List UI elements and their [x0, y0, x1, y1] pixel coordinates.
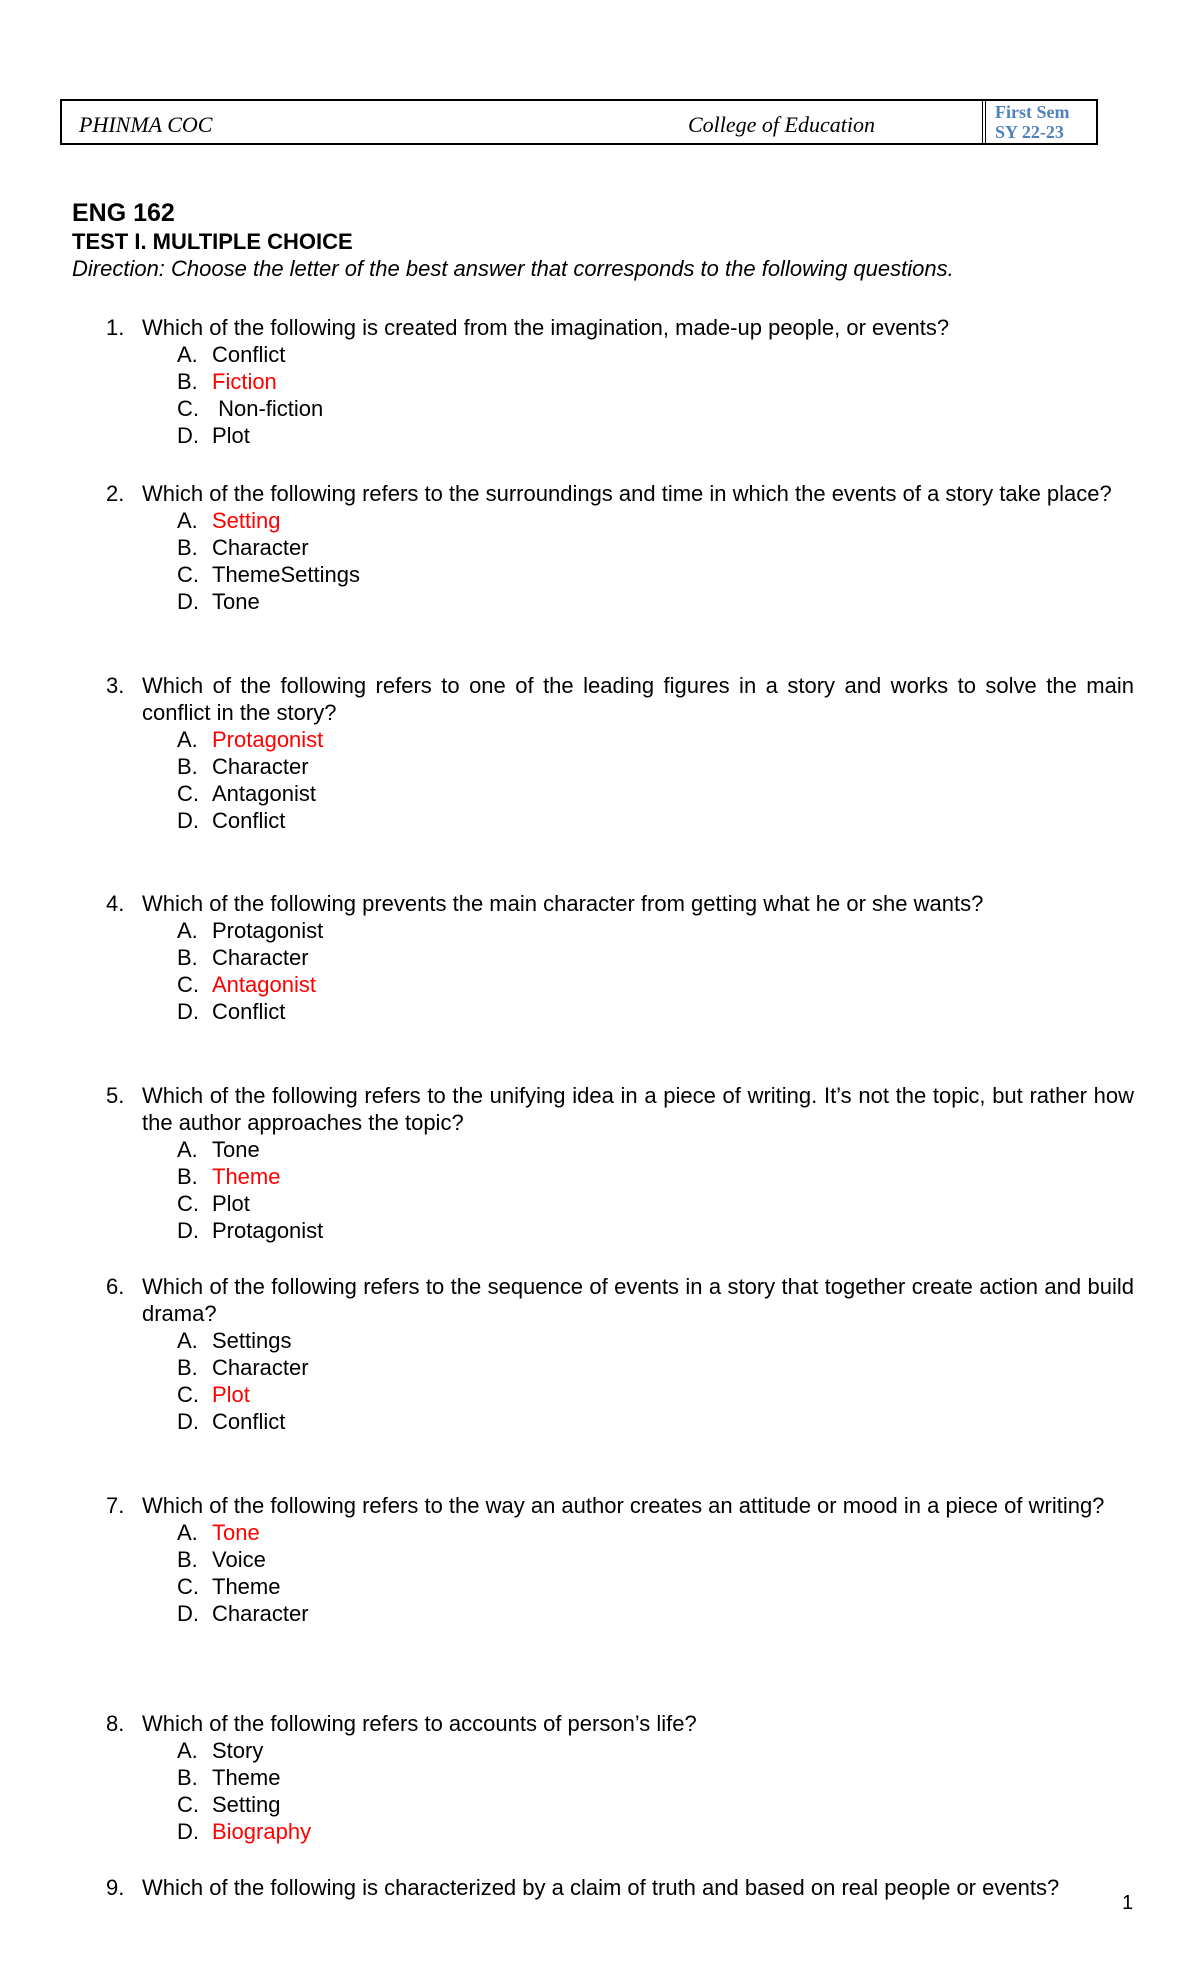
option-c: [0, 1381, 1200, 1408]
option-letter: B.: [177, 1355, 198, 1380]
option-list: [0, 1327, 1200, 1435]
option-d: [0, 998, 1200, 1025]
question-3: [0, 672, 1200, 834]
question-text: Which of the following refers to the way an author creates an attitude or mood in a piece of writing?: [142, 1493, 1105, 1518]
option-letter: B.: [177, 369, 198, 394]
option-text: ThemeSettings: [212, 562, 360, 587]
option-text: Protagonist: [212, 727, 324, 752]
term-box: [982, 99, 1100, 145]
option-c: [0, 1190, 1200, 1217]
option-list: [0, 726, 1200, 834]
option-letter: B.: [177, 945, 198, 970]
option-a: [0, 1327, 1200, 1354]
option-b: [0, 1163, 1200, 1190]
option-b: [0, 1546, 1200, 1573]
option-b: [0, 944, 1200, 971]
course-code: ENG 162: [72, 199, 175, 227]
option-text: Antagonist: [212, 972, 316, 997]
option-c: [0, 1573, 1200, 1600]
option-letter: D.: [177, 1819, 199, 1844]
question-text: Which of the following refers to the unifying idea in a piece of writing. It’s not the topic, but rather how the author approaches the topic?: [142, 1083, 1134, 1135]
option-list: [0, 1136, 1200, 1244]
option-a: [0, 726, 1200, 753]
option-text: Protagonist: [212, 918, 324, 943]
option-text: Tone: [212, 1137, 260, 1162]
option-text: Setting: [212, 1792, 281, 1817]
option-d: [0, 422, 1200, 449]
question-6: [0, 1273, 1200, 1435]
option-text: Fiction: [212, 369, 277, 394]
option-b: [0, 368, 1200, 395]
option-c: [0, 561, 1200, 588]
option-text: Story: [212, 1738, 264, 1763]
option-list: [0, 507, 1200, 615]
option-b: [0, 1354, 1200, 1381]
option-letter: C.: [177, 781, 199, 806]
option-a: [0, 917, 1200, 944]
option-letter: A.: [177, 727, 198, 752]
test-title: TEST I. MULTIPLE CHOICE: [72, 229, 353, 254]
question-number: 1.: [106, 315, 125, 340]
question-text: Which of the following refers to the sequence of events in a story that together create action and build drama?: [142, 1274, 1134, 1326]
option-letter: D.: [177, 1409, 199, 1434]
option-letter: A.: [177, 1520, 198, 1545]
option-letter: B.: [177, 1547, 198, 1572]
question-8: [0, 1710, 1200, 1845]
option-letter: D.: [177, 999, 199, 1024]
question-text: Which of the following is characterized by a claim of truth and based on real people or events?: [142, 1875, 1060, 1900]
question-9: [0, 1874, 1200, 1901]
option-c: [0, 971, 1200, 998]
option-letter: C.: [177, 1382, 199, 1407]
option-letter: A.: [177, 508, 198, 533]
option-text: Theme: [212, 1164, 281, 1189]
option-text: Voice: [212, 1547, 266, 1572]
question-number: 8.: [106, 1711, 125, 1736]
option-text: Plot: [212, 1382, 250, 1407]
option-letter: D.: [177, 589, 199, 614]
option-b: [0, 1764, 1200, 1791]
option-list: [0, 341, 1200, 449]
college-name: College of Education: [688, 112, 875, 137]
option-d: [0, 1600, 1200, 1627]
question-number: 5.: [106, 1083, 125, 1108]
option-b: [0, 753, 1200, 780]
page-number: 1: [1122, 1892, 1134, 1914]
option-text: Character: [212, 1601, 309, 1626]
option-letter: A.: [177, 342, 198, 367]
question-text: Which of the following is created from the imagination, made-up people, or events?: [142, 315, 950, 340]
question-number: 9.: [106, 1875, 125, 1900]
option-text: Character: [212, 945, 309, 970]
option-text: Theme: [212, 1574, 281, 1599]
option-text: Tone: [212, 1520, 260, 1545]
option-text: Conflict: [212, 808, 286, 833]
option-c: [0, 395, 1200, 422]
option-a: [0, 1519, 1200, 1546]
option-text: Character: [212, 535, 309, 560]
option-text: Conflict: [212, 1409, 286, 1434]
option-letter: C.: [177, 1191, 199, 1216]
option-letter: A.: [177, 1328, 198, 1353]
direction-text: Direction: Choose the letter of the best answer that corresponds to the following questions.: [72, 256, 954, 281]
question-5: [0, 1082, 1200, 1244]
option-list: [0, 917, 1200, 1025]
page-header: [60, 99, 1098, 145]
option-d: [0, 1408, 1200, 1435]
option-letter: A.: [177, 1738, 198, 1763]
option-letter: D.: [177, 423, 199, 448]
option-d: [0, 1818, 1200, 1845]
option-text: Plot: [212, 423, 250, 448]
option-letter: C.: [177, 396, 199, 421]
question-number: 4.: [106, 891, 125, 916]
option-text: Settings: [212, 1328, 292, 1353]
question-number: 3.: [106, 673, 125, 698]
semester-label: First Sem: [995, 102, 1070, 122]
option-text: Setting: [212, 508, 281, 533]
option-d: [0, 807, 1200, 834]
option-letter: D.: [177, 808, 199, 833]
option-text: Conflict: [212, 999, 286, 1024]
option-letter: A.: [177, 1137, 198, 1162]
option-letter: B.: [177, 1765, 198, 1790]
option-a: [0, 1136, 1200, 1163]
option-letter: C.: [177, 972, 199, 997]
option-letter: B.: [177, 1164, 198, 1189]
option-letter: B.: [177, 754, 198, 779]
question-1: [0, 314, 1200, 449]
option-text: Plot: [212, 1191, 250, 1216]
option-letter: A.: [177, 918, 198, 943]
option-letter: B.: [177, 535, 198, 560]
option-letter: C.: [177, 1574, 199, 1599]
option-a: [0, 1737, 1200, 1764]
option-text: Tone: [212, 589, 260, 614]
option-letter: D.: [177, 1601, 199, 1626]
option-c: [0, 1791, 1200, 1818]
question-7: [0, 1492, 1200, 1627]
option-d: [0, 588, 1200, 615]
option-a: [0, 507, 1200, 534]
option-text: Non-fiction: [212, 396, 324, 421]
question-text: Which of the following refers to accounts of person’s life?: [142, 1711, 697, 1736]
option-text: Character: [212, 1355, 309, 1380]
question-4: [0, 890, 1200, 1025]
option-text: Theme: [212, 1765, 281, 1790]
option-letter: C.: [177, 1792, 199, 1817]
option-letter: D.: [177, 1218, 199, 1243]
question-number: 2.: [106, 481, 125, 506]
option-letter: C.: [177, 562, 199, 587]
option-text: Protagonist: [212, 1218, 324, 1243]
question-text: Which of the following refers to the surroundings and time in which the events of a story take place?: [142, 481, 1112, 506]
option-list: [0, 1737, 1200, 1845]
option-d: [0, 1217, 1200, 1244]
option-list: [0, 1519, 1200, 1627]
question-2: [0, 480, 1200, 615]
option-text: Conflict: [212, 342, 286, 367]
question-number: 7.: [106, 1493, 125, 1518]
institution-name: PHINMA COC: [79, 112, 213, 137]
option-b: [0, 534, 1200, 561]
option-a: [0, 341, 1200, 368]
school-year-label: SY 22-23: [995, 122, 1064, 142]
option-c: [0, 780, 1200, 807]
option-text: Biography: [212, 1819, 312, 1844]
question-number: 6.: [106, 1274, 125, 1299]
option-text: Antagonist: [212, 781, 316, 806]
question-text: Which of the following refers to one of the leading figures in a story and works to solve the main conflict in the story?: [142, 673, 1134, 725]
option-text: Character: [212, 754, 309, 779]
question-text: Which of the following prevents the main character from getting what he or she wants?: [142, 891, 984, 916]
